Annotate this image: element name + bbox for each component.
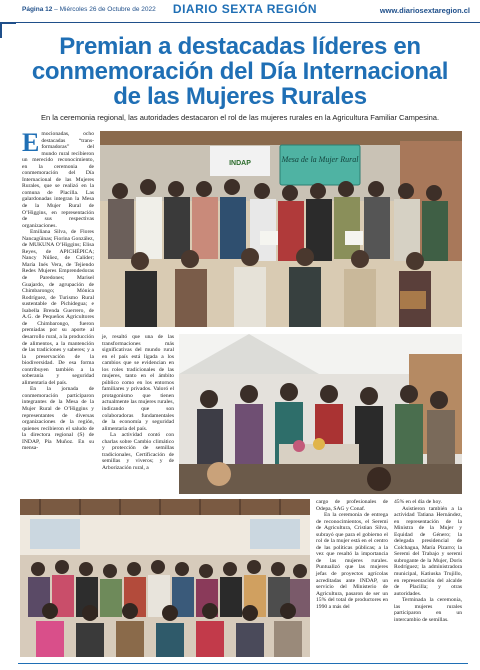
article-subhead: En la ceremonia regional, las autoridades destacaron el rol de las mujeres rurales en la Agricultura Familiar Campesina. <box>40 113 440 122</box>
paragraph: En la ceremonia de entrega de reconocimientos, el Seremi de Agricultura, Cristian Silva, subrayó que para el gobierno el rol de la mujer está en el centro de las políticas públicas; a la vez que resaltó la importancia de las mujeres rurales. Puntualizó que las mujeres jefas de proyectos agrícolas acreditadas ante INDAP, un servicio del Ministerio de Agricultura, pasaron de ser un 15% del total de productores en 1990 a más del <box>316 512 388 610</box>
indap-logo-text: INDAP <box>229 160 251 167</box>
audience-photo <box>20 499 310 657</box>
attendees-photo <box>179 334 462 494</box>
paragraph: cargo de profesionales de Odepa, SAG y Conaf. <box>316 499 388 512</box>
masthead: DIARIO SEXTA REGIÓN <box>172 2 318 16</box>
drop-cap: E <box>22 128 40 157</box>
text-column-3 <box>316 499 388 610</box>
group-photo <box>100 131 462 327</box>
banner-title: Mesa de la Mujer Rural <box>281 155 359 164</box>
paragraph: Terminada la ceremonia, las mujeres rurales participaron en un intercambio de semillas. <box>394 597 462 623</box>
text-column-1 <box>22 128 94 452</box>
paragraph: Asistieron también a la actividad Tatiana Hernández, en representación de la Ministra de la Mujer y Equidad de Género; la delegada presidencial de Colchagua, María Pizarro; la Seremi del Trabajo y seremi subrogante de la Mujer, Doris Rodríguez; la administradora municipal, Katiuska Trujillo, en representación del alcalde de Placilla; y otras autoridades. <box>394 505 462 597</box>
page-number: Página 12 <box>22 6 53 13</box>
issue-date: Miércoles 26 de Octubre de 2022 <box>59 6 156 13</box>
article-headline: Premian a destacadas líderes en conmemoración del Día Internacional de las Mujeres Rurales <box>31 33 449 110</box>
website-link[interactable]: www.diariosextaregion.cl <box>379 6 470 15</box>
text-column-2 <box>102 334 174 471</box>
paragraph: En la jornada de conmemoración participaron integrantes de la Mesa de la Mujer Rural de O’Higgins y representantes de diversas organizaciones de la región, quienes recibieron el saludo de la directora regional (S) de INDAP, Pía Muñoz. En su mensa- <box>22 386 94 452</box>
bottom-divider <box>18 663 468 664</box>
paragraph: je, resaltó que una de las transformaciones más significativas del mundo rural en el país está ligada a los cambios que se evidencian en los roles tradicionales de las mujeres, tanto en el ámbito público como en los entornos familiares y privados. Valoró el protagonismo que tienen actualmente las mujeres rurales, indicando que son colaboradoras fundamentales de la economía y seguridad alimentaria del país. <box>102 334 174 432</box>
paragraph: mocionadas, ocho destacadas “trans-formadoras” del mundo rural recibieron un merecido reconocimiento, en la ceremonia de conmemoración del Día Internacional de las Mujeres Rurales, que se realizó en la comuna de Placilla. Las galardonadas integran la Mesa de la Mujer Rural de O’Higgins, en representación de sus respectivas organizaciones. <box>22 131 94 229</box>
text-column-4 <box>394 499 462 623</box>
paragraph: 45% en el día de hoy. <box>394 499 443 505</box>
page-header <box>0 0 480 23</box>
page-info: Página 12 – Miércoles 26 de Octubre de 2022 <box>22 6 156 13</box>
corner-ornament <box>0 22 16 38</box>
paragraph: La actividad contó con charlas sobre Cambio climático y protección de semillas tradicionales, Certificación de semillas y viveros; y de Arborización rural, a <box>102 432 174 471</box>
paragraph: Emiliana Silva, de Flores Nancagüinas; Fiorina González, de MUKUNA O’Higgins; Elisa Reyes, de APICHÉPICA; Nancy Núñez, de Calíder; María Inés Vera, de Tejiendo Redes Mujeres Emprendedoras de Paredones; Marisel Guajardo, de agrupación de Chimbarongo; Mónica Rodríguez, de Turismo Rural sustentable de Pichidegua; e Isabella Brenda Guerrero, de A.G. de Pequeños Agricultores de Chimbarongo, fueron premiadas por su aporte al desarrollo rural, a la producción de alimentos, a la mantención de las tradiciones y saberes; y a la preservación de la biodiversidad. De esa forma contribuyen también a la soberanía y seguridad alimentaria del país. <box>22 229 94 386</box>
